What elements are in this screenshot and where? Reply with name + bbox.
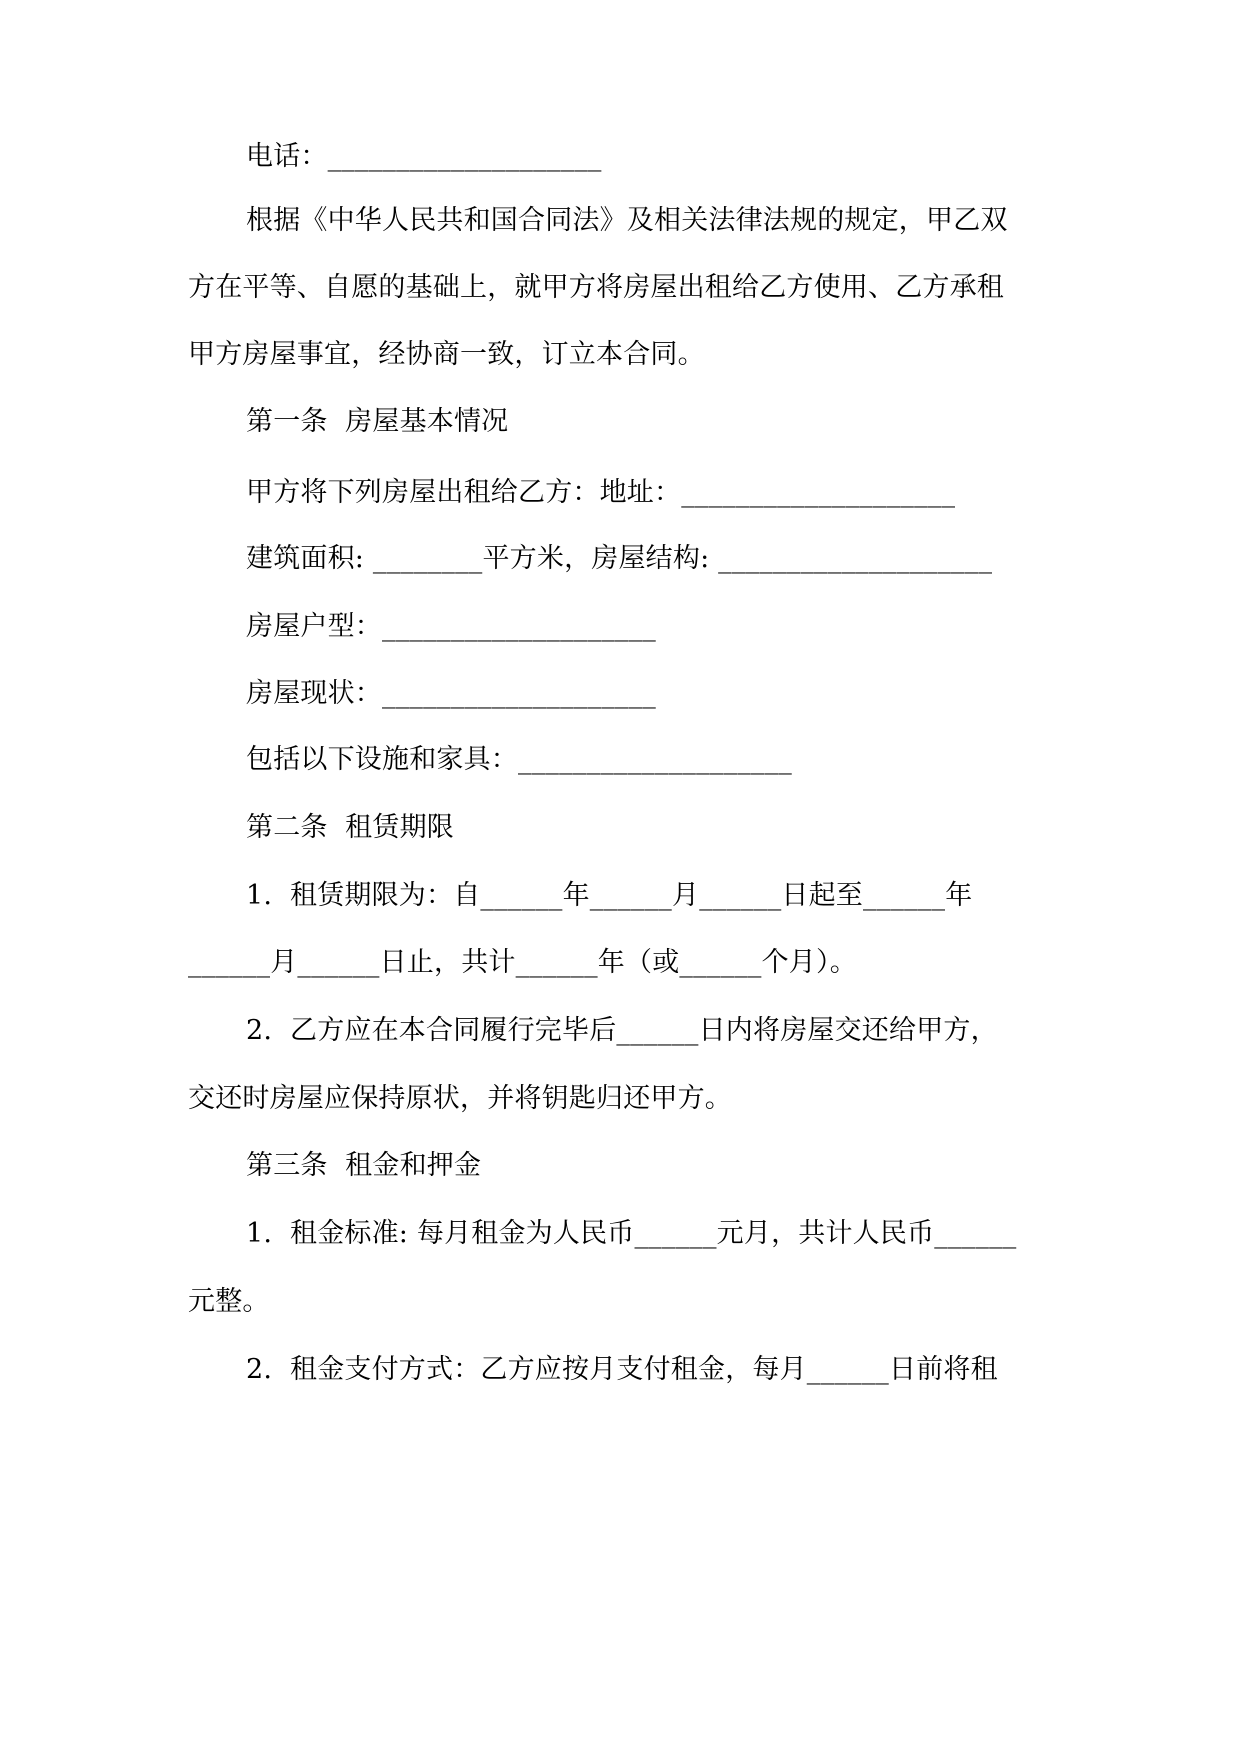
clause-text: 乙方应在本合同履行完毕后______日内将房屋交还给甲方，	[290, 1015, 998, 1046]
article-1-heading: 第一条 房屋基本情况	[246, 406, 509, 437]
clause-text: 租赁期限为：自______年______月______日起至______年	[290, 880, 973, 911]
facilities-line: 包括以下设施和家具：____________________	[246, 744, 792, 775]
clause-text: 租金标准: 每月租金为人民币______元月，共计人民币______	[290, 1218, 1017, 1249]
article-3-heading: 第三条 租金和押金	[246, 1150, 482, 1181]
clause-number: 1.	[246, 880, 273, 911]
article-2-heading: 第二条 租赁期限	[246, 812, 454, 843]
layout-line: 房屋户型：____________________	[246, 611, 656, 642]
preamble-line-3: 甲方房屋事宜，经协商一致，订立本合同。	[188, 339, 705, 370]
return-clause-line-1	[246, 1013, 998, 1049]
phone-line: 电话：____________________	[246, 141, 602, 172]
address-line: 甲方将下列房屋出租给乙方：地址：____________________	[246, 477, 956, 508]
rent-standard-line-2: 元整。	[188, 1286, 270, 1317]
clause-number: 1.	[246, 1218, 273, 1249]
area-structure-line: 建筑面积: ________平方米，房屋结构: ____________________	[246, 543, 993, 574]
preamble-line-2: 方在平等、自愿的基础上，就甲方将房屋出租给乙方使用、乙方承租	[188, 272, 1004, 303]
clause-number: 2.	[246, 1015, 273, 1046]
payment-method-line-1	[246, 1352, 998, 1388]
return-clause-line-2: 交还时房屋应保持原状，并将钥匙归还甲方。	[188, 1083, 732, 1114]
clause-number: 2.	[246, 1354, 273, 1385]
term-clause-line-2: ______月______日止，共计______年（或______个月）。	[188, 947, 857, 978]
condition-line: 房屋现状：____________________	[246, 678, 656, 709]
term-clause-line-1	[246, 878, 972, 914]
rent-standard-line-1	[246, 1216, 1016, 1252]
preamble-line-1: 根据《中华人民共和国合同法》及相关法律法规的规定，甲乙双	[246, 205, 1008, 236]
clause-text: 租金支付方式：乙方应按月支付租金，每月______日前将租	[290, 1354, 998, 1385]
